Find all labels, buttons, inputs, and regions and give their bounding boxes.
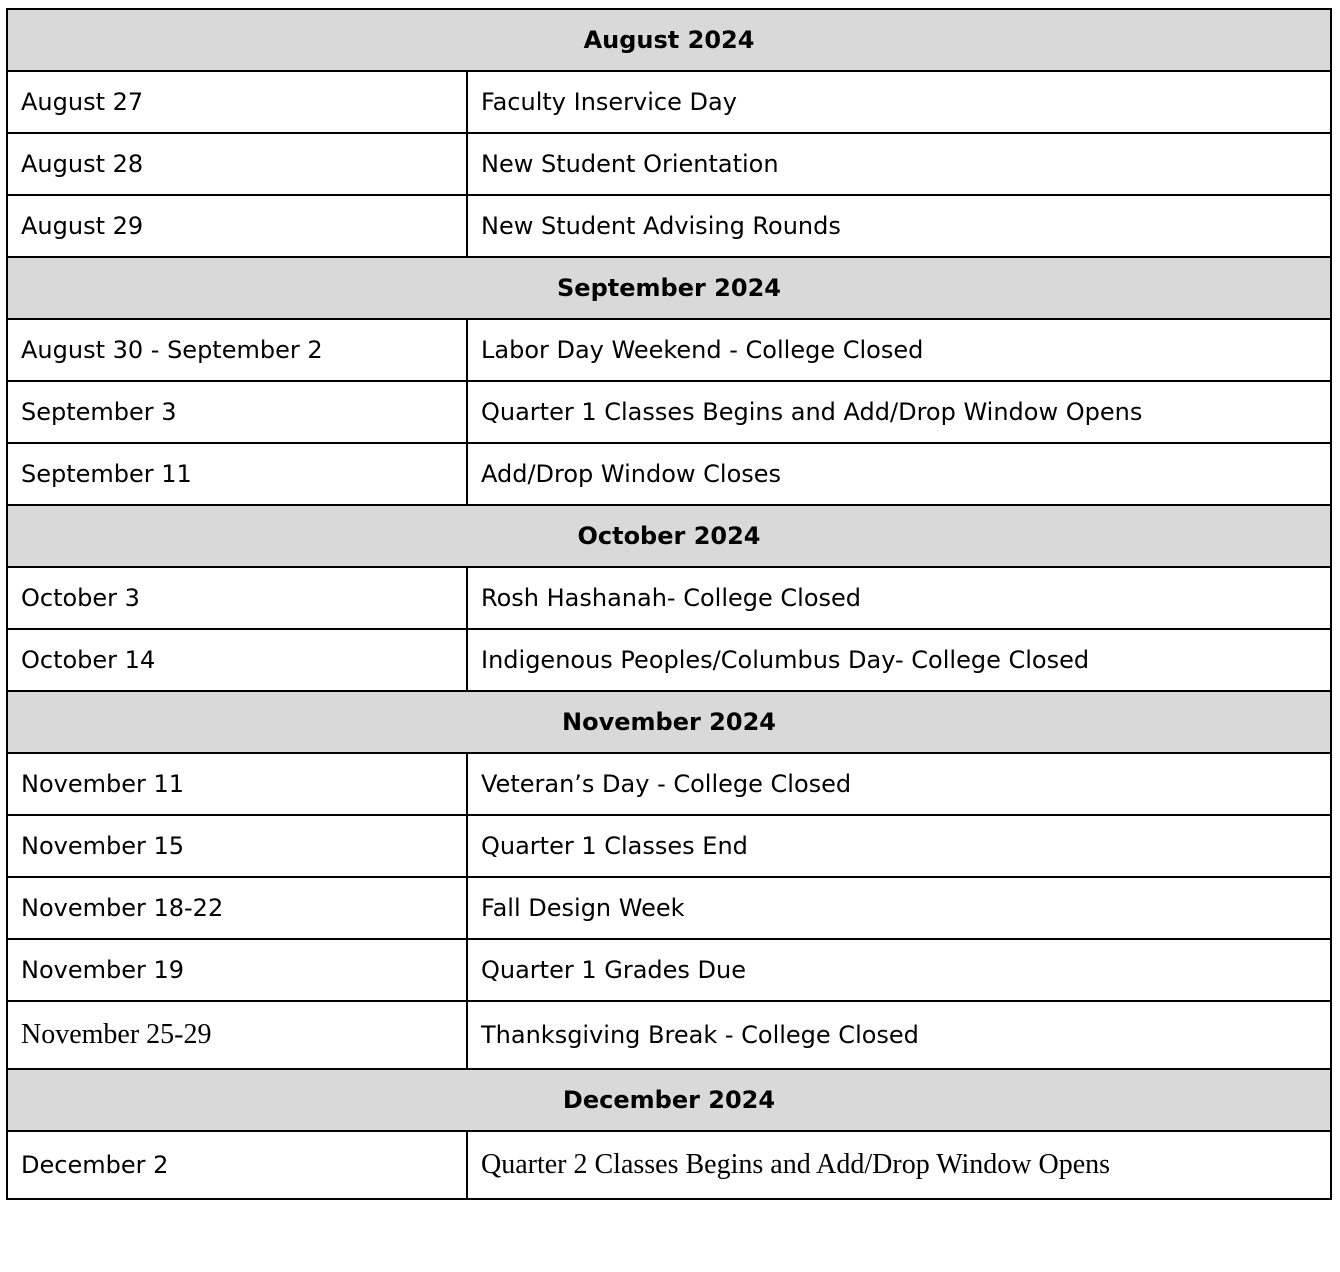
date-cell: September 3 (7, 381, 467, 443)
date-cell: November 25-29 (7, 1001, 467, 1069)
event-cell: Fall Design Week (467, 877, 1331, 939)
month-header-row (7, 505, 1331, 567)
event-cell: Quarter 1 Classes End (467, 815, 1331, 877)
date-cell: November 19 (7, 939, 467, 1001)
date-cell: August 28 (7, 133, 467, 195)
date-cell: November 15 (7, 815, 467, 877)
date-cell: November 11 (7, 753, 467, 815)
date-cell: August 30 - September 2 (7, 319, 467, 381)
event-cell: Labor Day Weekend - College Closed (467, 319, 1331, 381)
date-cell: October 14 (7, 629, 467, 691)
month-header-row (7, 257, 1331, 319)
table-row (7, 1131, 1331, 1199)
month-header-row (7, 691, 1331, 753)
table-row (7, 939, 1331, 1001)
event-cell: New Student Advising Rounds (467, 195, 1331, 257)
table-row (7, 753, 1331, 815)
date-cell: October 3 (7, 567, 467, 629)
table-row (7, 133, 1331, 195)
table-row (7, 629, 1331, 691)
event-cell: Indigenous Peoples/Columbus Day- College Closed (467, 629, 1331, 691)
date-cell: December 2 (7, 1131, 467, 1199)
month-header: November 2024 (7, 691, 1331, 753)
event-cell: Rosh Hashanah- College Closed (467, 567, 1331, 629)
event-cell: Thanksgiving Break - College Closed (467, 1001, 1331, 1069)
table-row (7, 443, 1331, 505)
event-cell: Veteran’s Day - College Closed (467, 753, 1331, 815)
date-cell: August 27 (7, 71, 467, 133)
table-row (7, 319, 1331, 381)
month-header: August 2024 (7, 9, 1331, 71)
event-cell: Add/Drop Window Closes (467, 443, 1331, 505)
date-cell: September 11 (7, 443, 467, 505)
event-cell: Quarter 2 Classes Begins and Add/Drop Window Opens (467, 1131, 1331, 1199)
date-cell: August 29 (7, 195, 467, 257)
month-header-row (7, 9, 1331, 71)
event-cell: Quarter 1 Classes Begins and Add/Drop Window Opens (467, 381, 1331, 443)
month-header: September 2024 (7, 257, 1331, 319)
table-row (7, 1001, 1331, 1069)
table-row (7, 381, 1331, 443)
month-header: December 2024 (7, 1069, 1331, 1131)
table-row (7, 815, 1331, 877)
month-header-row (7, 1069, 1331, 1131)
table-row (7, 195, 1331, 257)
event-cell: Faculty Inservice Day (467, 71, 1331, 133)
table-row (7, 877, 1331, 939)
month-header: October 2024 (7, 505, 1331, 567)
table-row (7, 567, 1331, 629)
event-cell: Quarter 1 Grades Due (467, 939, 1331, 1001)
table-row (7, 71, 1331, 133)
date-cell: November 18-22 (7, 877, 467, 939)
academic-calendar-table (6, 8, 1332, 1200)
event-cell: New Student Orientation (467, 133, 1331, 195)
